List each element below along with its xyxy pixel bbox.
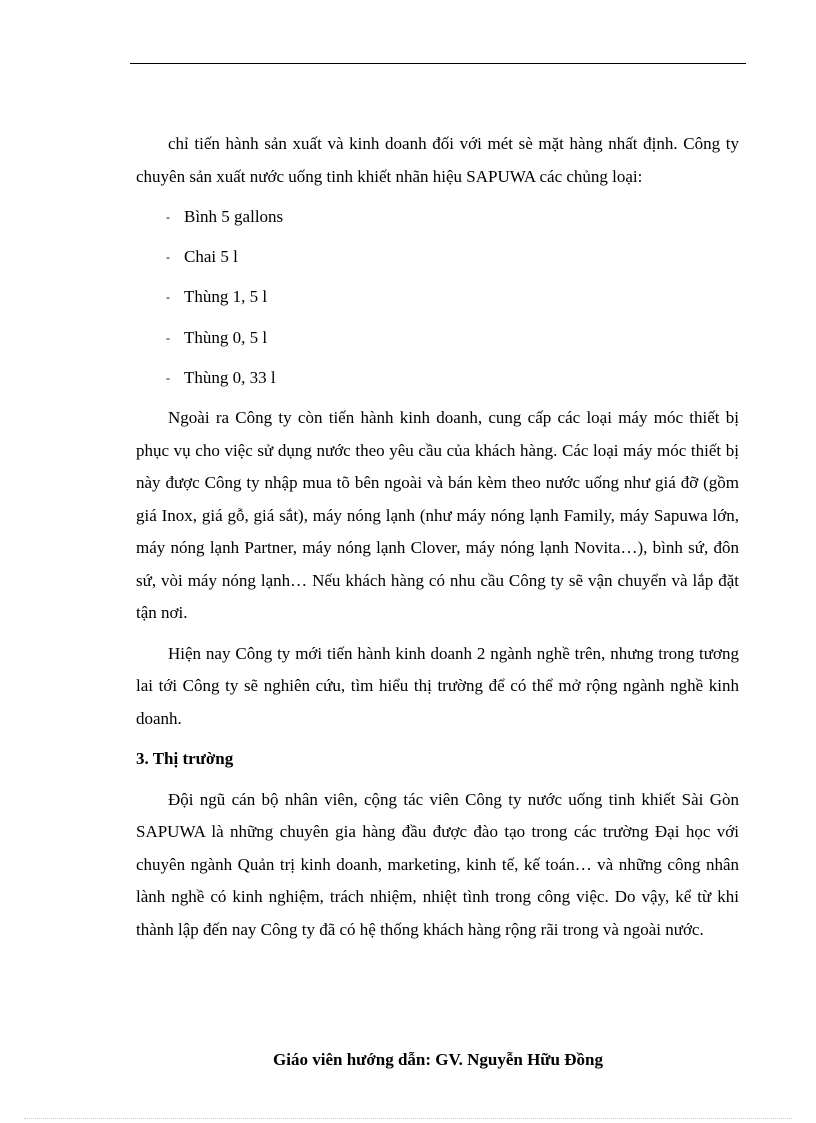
list-item <box>136 241 739 274</box>
paragraph-intro: chỉ tiến hành sản xuất và kinh doanh đối với mét sè mặt hàng nhất định. Công ty chuyên sản xuất nước uống tinh khiết nhãn hiệu SAPUWA các chủng loại: <box>136 134 739 186</box>
header-rule <box>130 63 746 64</box>
list-item <box>136 201 739 234</box>
section-heading: 3. Thị trường <box>136 749 234 769</box>
list-item <box>136 281 739 314</box>
bullet-dash: - <box>166 290 170 305</box>
product-list <box>136 201 739 394</box>
list-item <box>136 322 739 355</box>
paragraph-plans: Hiện nay Công ty mới tiến hành kinh doanh 2 ngành nghề trên, nhưng trong tương lai tới Công ty sẽ nghiên cứu, tìm hiểu thị trường để có thể mở rộng ngành nghề kinh doanh. <box>136 643 739 728</box>
bullet-dash: - <box>166 370 170 385</box>
footer-supervisor: Giáo viên hướng dẫn: GV. Nguyễn Hữu Đồng <box>273 1050 603 1069</box>
product-label: Thùng 0, 33 l <box>184 367 276 387</box>
product-label: Bình 5 gallons <box>184 207 284 226</box>
bullet-dash: - <box>166 210 170 224</box>
product-label: Thùng 0, 5 l <box>184 327 268 347</box>
document-body <box>136 128 739 954</box>
page-bottom-edge <box>24 1118 792 1119</box>
paragraph-market: Đội ngũ cán bộ nhân viên, cộng tác viên Công ty nước uống tinh khiết Sài Gòn SAPUWA là những chuyên gia hàng đầu được đào tạo trong các trường Đại học với chuyên ngành Quản trị kinh doanh, marketing, kinh tế, kế toán… và những công nhân lành nghề có kinh nghiệm, trách nhiệm, nhiệt tình trong công việc. Do vậy, kể từ khi thành lập đến nay Công ty đã có hệ thống khách hàng rộng rãi trong và ngoài nước. <box>136 789 739 939</box>
list-item <box>136 362 739 395</box>
paragraph-equipment: Ngoài ra Công ty còn tiến hành kinh doanh, cung cấp các loại máy móc thiết bị phục vụ cho việc sử dụng nước theo yêu cầu của khách hàng. Các loại máy móc thiết bị này được Công ty nhập mua tõ bên ngoài và bán kèm theo nước uống như giá đỡ (gồm giá Inox, giá gỗ, giá sắt), máy nóng lạnh (như máy nóng lạnh Family, máy Sapuwa lớn, máy nóng lạnh Partner, máy nóng lạnh Clover, máy nóng lạnh Novita…), bình sứ, đôn sứ, vòi máy nóng lạnh… Nếu khách hàng có nhu cầu Công ty sẽ vận chuyển và lắp đặt tận nơi. <box>136 408 739 623</box>
bullet-dash: - <box>166 250 170 265</box>
bullet-dash: - <box>166 330 170 345</box>
product-label: Chai 5 l <box>184 247 238 267</box>
product-label: Thùng 1, 5 l <box>184 287 268 307</box>
